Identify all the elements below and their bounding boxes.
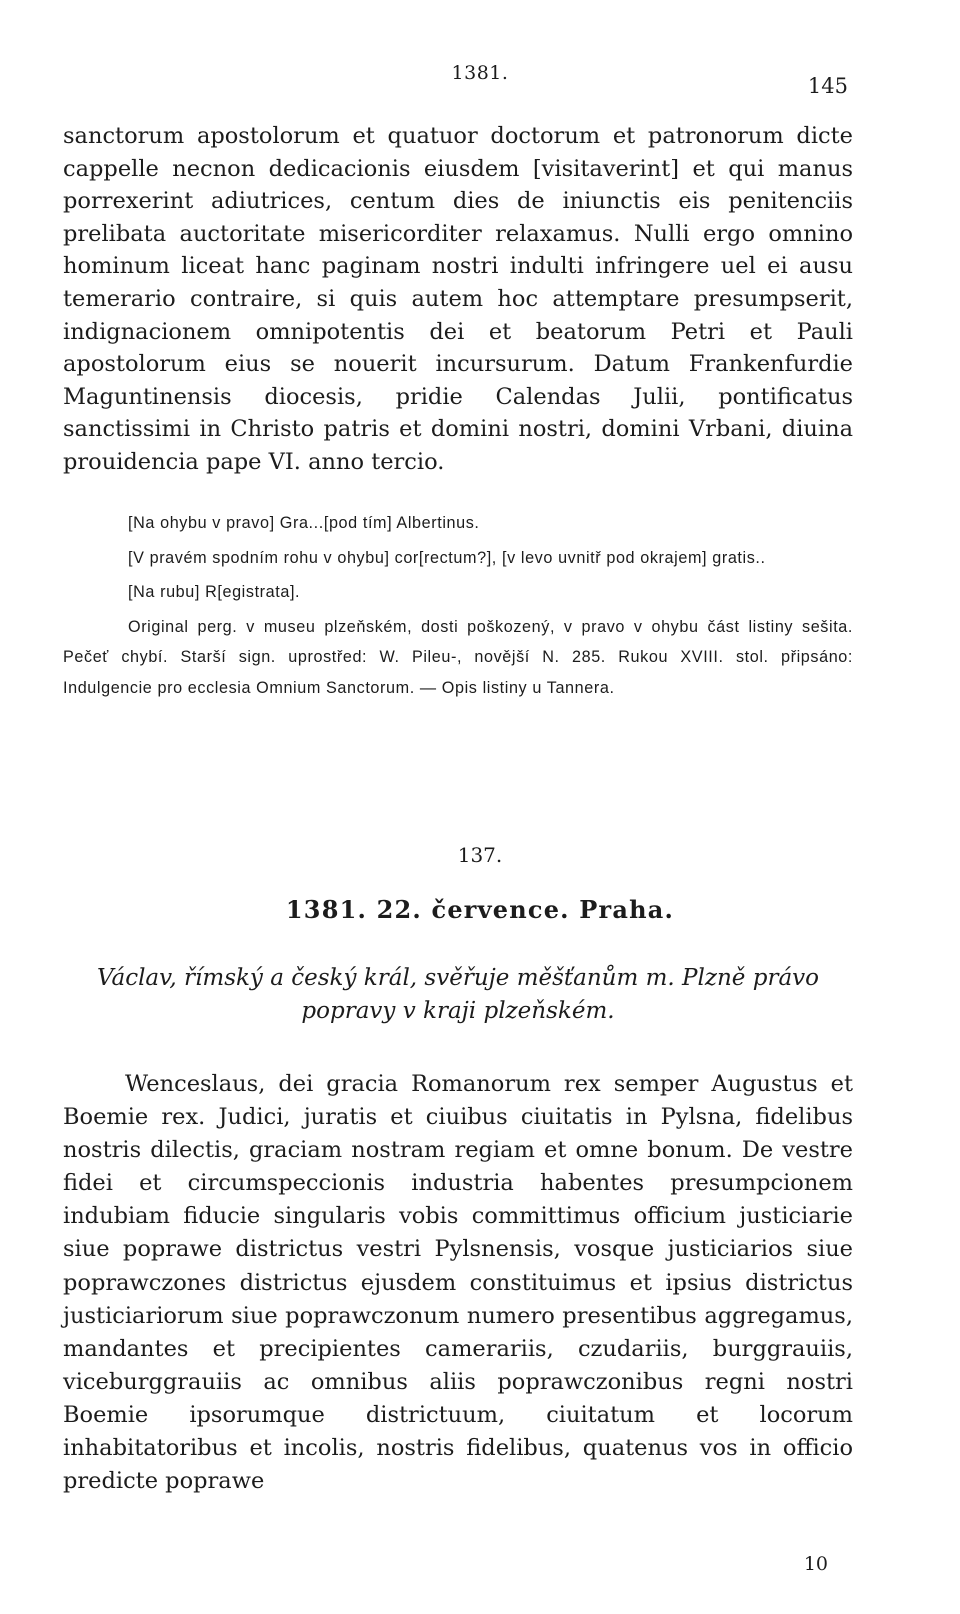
note-bottom-corner: [V pravém spodním rohu v ohybu] cor[rectum?], [v levo uvnitř pod okrajem] gratis..: [128, 548, 766, 567]
note-reverse: [Na rubu] R[egistrata].: [128, 583, 301, 601]
note-original-description: Original perg. v museu plzeňském, dosti poškozený, v pravo v ohybu část listiny sešita. Pečeť chybí. Starší sign. uprostřed: W. Pileu-, novější N. 285. Rukou XVIII. stol. připsáno: Indulgencie pro ecclesia Omnium Sanctorum. — Opis listiny u Tannera.: [63, 617, 853, 697]
header-year: 1381.: [451, 62, 509, 84]
document-number: 137.: [457, 843, 503, 867]
note-fold-right: [Na ohybu v pravo] Gra...[pod tím] Albertinus.: [128, 514, 480, 532]
document-regest: [63, 962, 853, 1028]
document-latin-text: [63, 1068, 853, 1498]
printer-signature-mark: 10: [803, 1553, 828, 1575]
running-header: [60, 62, 900, 102]
regest-text: Václav, římský a český král, svěřuje měšťanům m. Plzně právo popravy v kraji plzeňském.: [96, 965, 820, 1024]
document-paragraph: Wenceslaus, dei gracia Romanorum rex semper Augustus et Boemie rex. Judici, juratis et ciuibus ciuitatis in Pylsna, fidelibus nostris dilectis, graciam nostram regiam et omne bonum. De vestre fidei et circumspeccionis industria habentes presumpcionem indubiam fiducie singularis vobis committimus officium justiciarie siue poprawe districtus vestri Pylsnensis, vosque justiciarios siue poprawczones districtus ejusdem constituimus et ipsius districtus justiciariorum siue poprawczonum numero presentibus aggregamus, mandantes et precipientes camerariis, czudariis, burggrauiis, viceburggrauiis ac omnibus aliis poprawczonibus regni nostri Boemie ipsorumque districtuum, ciuitatum et locorum inhabitatoribus et incolis, nostris fidelibus, quatenus vos in officio predicte poprawe: [63, 1071, 853, 1495]
page-number: 145: [807, 74, 848, 98]
continued-latin-text: [63, 120, 853, 479]
document-date-place: 1381. 22. července. Praha.: [285, 895, 675, 924]
continued-paragraph: sanctorum apostolorum et quatuor doctorum et patronorum dicte cappelle necnon dedicacionis eiusdem [visitaverint] et qui manus porrexerint adiutrices, centum dies de iniunctis eis penitenciis prelibata auctoritate misericorditer relaxamus. Nulli ergo omnino hominum liceat hanc paginam nostri indulti infringere uel ei ausu temerario contraire, si quis autem hoc attemptare presumpserit, indignacionem omnipotentis dei et beatorum Petri et Pauli apostolorum eius se nouerit incursurum. Datum Frankenfurdie Maguntinensis diocesis, pridie Calendas Julii, pontificatus sanctissimi in Christo patris et domini nostri, domini Vrbani, diuina prouidencia pape VI. anno tercio.: [63, 123, 853, 475]
editorial-notes: [63, 508, 853, 707]
